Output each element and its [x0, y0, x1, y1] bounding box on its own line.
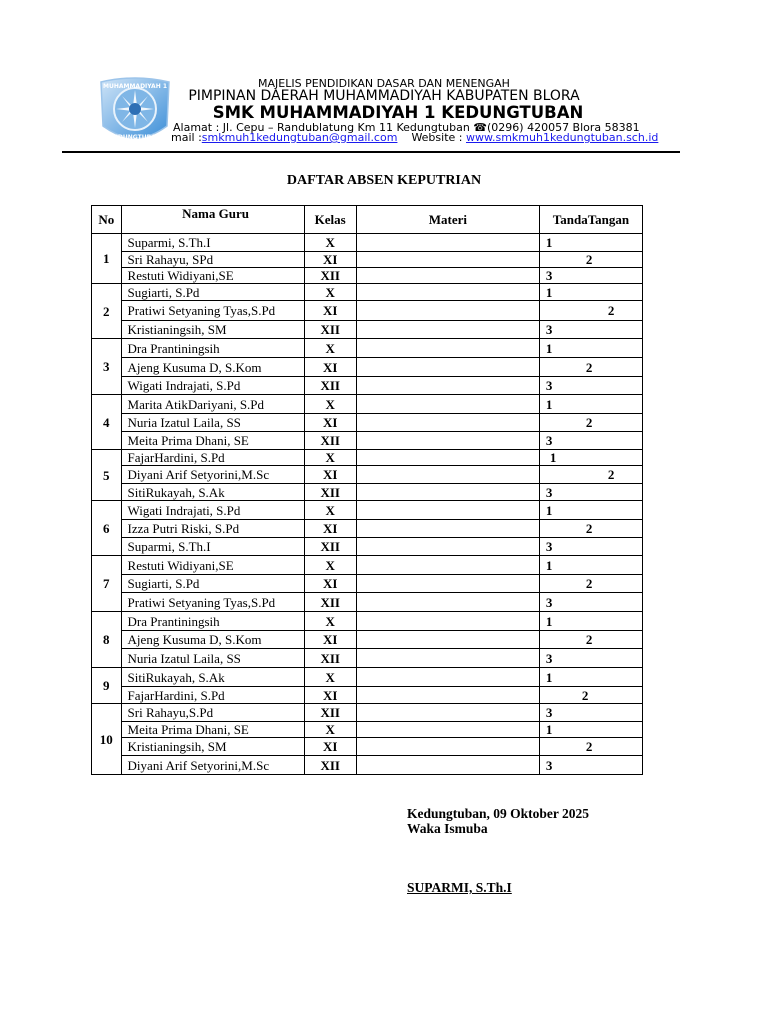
table-row	[92, 520, 643, 538]
row-number: 2	[92, 284, 122, 339]
signature-number: 2	[585, 632, 593, 647]
teacher-name: FajarHardini, S.Pd	[121, 450, 304, 466]
class-level: XI	[304, 414, 356, 432]
table-row	[92, 321, 643, 339]
class-level: X	[304, 234, 356, 252]
header-kelas: Kelas	[304, 206, 356, 234]
attendance-rows	[92, 234, 643, 775]
materi-cell[interactable]	[356, 268, 539, 284]
teacher-name: Sugiarti, S.Pd	[121, 575, 304, 593]
signature-position: Waka Ismuba	[407, 821, 488, 836]
class-level: X	[304, 501, 356, 520]
class-level: X	[304, 450, 356, 466]
signature-name: SUPARMI, S.Th.I	[407, 880, 512, 895]
class-level: XII	[304, 321, 356, 339]
materi-cell[interactable]	[356, 722, 539, 738]
class-level: XII	[304, 538, 356, 556]
header-no: No	[92, 206, 122, 234]
signature-cell[interactable]	[539, 501, 642, 520]
teacher-name: Izza Putri Riski, S.Pd	[121, 520, 304, 538]
signature-number: 1	[545, 340, 553, 356]
class-level: XII	[304, 649, 356, 668]
materi-cell[interactable]	[356, 501, 539, 520]
table-row	[92, 649, 643, 668]
class-level: XII	[304, 756, 356, 775]
table-row	[92, 414, 643, 432]
signature-number: 1	[549, 450, 557, 465]
signature-cell[interactable]	[539, 395, 642, 414]
table-row	[92, 738, 643, 756]
class-level: XI	[304, 687, 356, 704]
header-line-2: PIMPINAN DAERAH MUHAMMADIYAH KABUPATEN BLORA	[188, 88, 580, 104]
signature-cell[interactable]	[539, 612, 642, 631]
materi-cell[interactable]	[356, 738, 539, 756]
teacher-name: Suparmi, S.Th.I	[121, 234, 304, 252]
teacher-name: Sri Rahayu, SPd	[121, 252, 304, 268]
signature-number: 1	[545, 722, 553, 737]
table-row	[92, 268, 643, 284]
signature-number: 3	[545, 433, 553, 448]
row-number: 4	[92, 395, 122, 450]
signature-number: 1	[545, 669, 553, 685]
teacher-name: FajarHardini, S.Pd	[121, 687, 304, 704]
signature-cell[interactable]	[539, 284, 642, 301]
teacher-name: Meita Prima Dhani, SE	[121, 432, 304, 450]
teacher-name: Kristianingsih, SM	[121, 321, 304, 339]
email-label: mail :	[171, 131, 202, 144]
signature-cell[interactable]	[539, 450, 642, 466]
materi-cell[interactable]	[356, 556, 539, 575]
table-row	[92, 339, 643, 358]
materi-cell[interactable]	[356, 395, 539, 414]
signature-cell[interactable]	[539, 668, 642, 687]
teacher-name: Dra Prantiningsih	[121, 339, 304, 358]
materi-cell[interactable]	[356, 450, 539, 466]
signature-number: 1	[545, 613, 553, 629]
attendance-table	[91, 205, 643, 775]
class-level: XI	[304, 738, 356, 756]
signature-number: 3	[545, 594, 553, 610]
signature-number: 2	[585, 415, 593, 430]
materi-cell[interactable]	[356, 466, 539, 484]
table-row	[92, 631, 643, 649]
table-row	[92, 668, 643, 687]
signature-cell[interactable]	[539, 556, 642, 575]
signature-cell[interactable]	[539, 704, 642, 722]
signature-cell[interactable]	[539, 649, 642, 668]
materi-cell[interactable]	[356, 668, 539, 687]
class-level: XI	[304, 575, 356, 593]
class-level: XII	[304, 704, 356, 722]
signature-cell[interactable]	[539, 631, 642, 649]
signature-cell[interactable]	[539, 268, 642, 284]
svg-text:MUHAMMADIYAH 1: MUHAMMADIYAH 1	[102, 83, 168, 90]
row-number: 6	[92, 501, 122, 556]
teacher-name: Pratiwi Setyaning Tyas,S.Pd	[121, 301, 304, 321]
website-label: Website :	[411, 131, 463, 144]
signature-number: 3	[545, 705, 553, 720]
class-level: X	[304, 395, 356, 414]
class-level: XI	[304, 466, 356, 484]
table-row	[92, 556, 643, 575]
table-row	[92, 722, 643, 738]
signature-number: 3	[545, 650, 553, 666]
signature-number: 1	[545, 284, 553, 300]
signature-cell[interactable]	[539, 252, 642, 268]
signature-number: 3	[545, 757, 553, 773]
table-row	[92, 284, 643, 301]
class-level: X	[304, 284, 356, 301]
school-name: SMK MUHAMMADIYAH 1 KEDUNGTUBAN	[212, 103, 584, 122]
table-row	[92, 612, 643, 631]
signature-number: 2	[585, 359, 593, 375]
class-level: XI	[304, 301, 356, 321]
materi-cell[interactable]	[356, 252, 539, 268]
signature-number: 2	[585, 576, 593, 591]
class-level: X	[304, 612, 356, 631]
class-level: X	[304, 722, 356, 738]
table-row	[92, 575, 643, 593]
class-level: XI	[304, 252, 356, 268]
signature-number: 1	[545, 396, 553, 412]
signature-cell[interactable]	[539, 234, 642, 252]
signature-number: 3	[545, 378, 553, 393]
materi-cell[interactable]	[356, 538, 539, 556]
signature-number: 3	[545, 539, 553, 554]
teacher-name: Diyani Arif Setyorini,M.Sc	[121, 466, 304, 484]
header-tanda-tangan: TandaTangan	[539, 206, 642, 234]
row-number: 7	[92, 556, 122, 612]
signature-cell[interactable]	[539, 593, 642, 612]
teacher-name: Ajeng Kusuma D, S.Kom	[121, 358, 304, 377]
signature-number: 3	[545, 484, 553, 500]
teacher-name: Dra Prantiningsih	[121, 612, 304, 631]
materi-cell[interactable]	[356, 339, 539, 358]
table-row	[92, 593, 643, 612]
materi-cell[interactable]	[356, 284, 539, 301]
signature-number: 2	[585, 739, 593, 754]
signature-cell[interactable]	[539, 466, 642, 484]
signature-number: 1	[545, 502, 553, 518]
teacher-name: Wigati Indrajati, S.Pd	[121, 501, 304, 520]
signature-number: 2	[581, 687, 589, 703]
signature-number: 3	[545, 322, 553, 337]
teacher-name: Restuti Widiyani,SE	[121, 556, 304, 575]
header-materi: Materi	[356, 206, 539, 234]
table-row	[92, 377, 643, 395]
email-link[interactable]: smkmuh1kedungtuban@gmail.com	[201, 131, 398, 144]
teacher-name: Sugiarti, S.Pd	[121, 284, 304, 301]
table-row	[92, 450, 643, 466]
materi-cell[interactable]	[356, 575, 539, 593]
materi-cell[interactable]	[356, 377, 539, 395]
table-row	[92, 484, 643, 501]
header-nama-guru: Nama Guru	[121, 206, 304, 234]
teacher-name: Ajeng Kusuma D, S.Kom	[121, 631, 304, 649]
signature-cell[interactable]	[539, 339, 642, 358]
school-address: Alamat : Jl. Cepu – Randublatung Km 11 Kedungtuban ☎(0296) 420057 Blora 58381	[173, 121, 640, 134]
signature-cell[interactable]	[539, 321, 642, 339]
teacher-name: SitiRukayah, S.Ak	[121, 484, 304, 501]
signature-number: 2	[585, 521, 593, 536]
table-row	[92, 432, 643, 450]
teacher-name: Suparmi, S.Th.I	[121, 538, 304, 556]
materi-cell[interactable]	[356, 756, 539, 775]
class-level: XI	[304, 358, 356, 377]
materi-cell[interactable]	[356, 520, 539, 538]
signature-number: 2	[607, 467, 615, 482]
materi-cell[interactable]	[356, 631, 539, 649]
header-line-1: MAJELIS PENDIDIKAN DASAR DAN MENENGAH	[258, 77, 510, 90]
header-divider	[62, 151, 680, 153]
class-level: XII	[304, 377, 356, 395]
signature-place-date: Kedungtuban, 09 Oktober 2025	[407, 806, 590, 821]
table-row	[92, 756, 643, 775]
teacher-name: Diyani Arif Setyorini,M.Sc	[121, 756, 304, 775]
signature-number: 1	[545, 557, 553, 573]
document-title: DAFTAR ABSEN KEPUTRIAN	[286, 173, 482, 188]
table-row	[92, 538, 643, 556]
class-level: X	[304, 339, 356, 358]
row-number: 3	[92, 339, 122, 395]
materi-cell[interactable]	[356, 432, 539, 450]
signature-cell[interactable]	[539, 414, 642, 432]
materi-cell[interactable]	[356, 649, 539, 668]
class-level: XII	[304, 484, 356, 501]
table-row	[92, 234, 643, 252]
table-row	[92, 395, 643, 414]
website-link[interactable]: www.smkmuh1kedungtuban.sch.id	[466, 131, 659, 144]
signature-cell[interactable]	[539, 301, 642, 321]
signature-cell[interactable]	[539, 358, 642, 377]
materi-cell[interactable]	[356, 612, 539, 631]
teacher-name: Wigati Indrajati, S.Pd	[121, 377, 304, 395]
class-level: XI	[304, 631, 356, 649]
class-level: XII	[304, 432, 356, 450]
signature-number: 1	[545, 235, 553, 250]
row-number: 1	[92, 234, 122, 284]
table-row	[92, 466, 643, 484]
materi-cell[interactable]	[356, 484, 539, 501]
materi-cell[interactable]	[356, 704, 539, 722]
teacher-name: Marita AtikDariyani, S.Pd	[121, 395, 304, 414]
teacher-name: Nuria Izatul Laila, SS	[121, 649, 304, 668]
signature-number: 3	[545, 268, 553, 283]
table-row	[92, 687, 643, 704]
class-level: X	[304, 668, 356, 687]
signature-cell[interactable]	[539, 538, 642, 556]
teacher-name: Nuria Izatul Laila, SS	[121, 414, 304, 432]
signature-number: 2	[607, 303, 615, 318]
row-number: 10	[92, 704, 122, 775]
signature-number: 2	[585, 252, 593, 267]
signature-cell[interactable]	[539, 756, 642, 775]
signature-cell[interactable]	[539, 738, 642, 756]
contact-line	[171, 131, 658, 144]
signature-cell[interactable]	[539, 484, 642, 501]
class-level: XI	[304, 520, 356, 538]
teacher-name: Sri Rahayu,S.Pd	[121, 704, 304, 722]
teacher-name: Kristianingsih, SM	[121, 738, 304, 756]
row-number: 9	[92, 668, 122, 704]
table-row	[92, 252, 643, 268]
table-row	[92, 704, 643, 722]
class-level: XII	[304, 268, 356, 284]
table-row	[92, 358, 643, 377]
row-number: 5	[92, 450, 122, 501]
materi-cell[interactable]	[356, 234, 539, 252]
materi-cell[interactable]	[356, 687, 539, 704]
class-level: X	[304, 556, 356, 575]
signature-cell[interactable]	[539, 722, 642, 738]
materi-cell[interactable]	[356, 358, 539, 377]
teacher-name: Meita Prima Dhani, SE	[121, 722, 304, 738]
teacher-name: Pratiwi Setyaning Tyas,S.Pd	[121, 593, 304, 612]
signature-cell[interactable]	[539, 432, 642, 450]
signature-cell[interactable]	[539, 575, 642, 593]
teacher-name: Restuti Widiyani,SE	[121, 268, 304, 284]
materi-cell[interactable]	[356, 414, 539, 432]
svg-text:KEDUNGTUBAN: KEDUNGTUBAN	[109, 134, 161, 141]
class-level: XII	[304, 593, 356, 612]
row-number: 8	[92, 612, 122, 668]
materi-cell[interactable]	[356, 593, 539, 612]
table-row	[92, 301, 643, 321]
materi-cell[interactable]	[356, 321, 539, 339]
table-row	[92, 501, 643, 520]
signature-cell[interactable]	[539, 687, 642, 704]
materi-cell[interactable]	[356, 301, 539, 321]
teacher-name: SitiRukayah, S.Ak	[121, 668, 304, 687]
signature-cell[interactable]	[539, 377, 642, 395]
signature-cell[interactable]	[539, 520, 642, 538]
